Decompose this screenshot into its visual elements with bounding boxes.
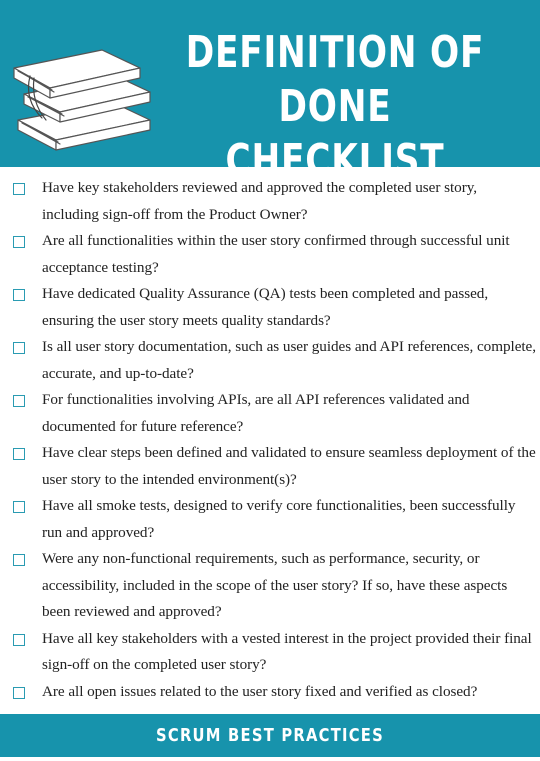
checkbox[interactable]	[13, 183, 25, 195]
checkbox[interactable]	[13, 687, 25, 699]
checkbox[interactable]	[13, 634, 25, 646]
checklist-item-text: Have all key stakeholders with a vested interest in the project provided their final sign-off on the completed user story?	[42, 629, 532, 673]
checklist-item[interactable]	[0, 493, 540, 546]
header-banner	[0, 0, 540, 186]
title-line-1: DEFINITION OF DONE	[185, 27, 485, 132]
checkbox[interactable]	[13, 395, 25, 407]
checkbox[interactable]	[13, 289, 25, 301]
checkbox[interactable]	[13, 501, 25, 513]
checklist-item-text: Have clear steps been defined and validated to ensure seamless deployment of the user story to the intended environment(s)?	[42, 444, 536, 488]
checklist-item[interactable]	[0, 228, 540, 281]
checklist-item-text: Have key stakeholders reviewed and approved the completed user story, including sign-off from the Product Owner?	[42, 179, 478, 223]
checklist-item[interactable]	[0, 334, 540, 387]
checklist-item-text: Have dedicated Quality Assurance (QA) tests been completed and passed, ensuring the user story meets quality standards?	[42, 285, 489, 329]
checklist-item-text: For functionalities involving APIs, are all API references validated and documented for future reference?	[42, 391, 470, 435]
checklist-item[interactable]	[0, 679, 540, 706]
checklist-item[interactable]	[0, 440, 540, 493]
checklist-item-text: Are all open issues related to the user story fixed and verified as closed?	[42, 682, 478, 700]
footer-label: SCRUM BEST PRACTICES	[156, 725, 384, 746]
stacked-books-icon	[4, 34, 154, 152]
checklist-item[interactable]	[0, 546, 540, 626]
checklist-item[interactable]	[0, 281, 540, 334]
page-title	[179, 26, 491, 188]
checklist-item-text: Were any non-functional requirements, such as performance, security, or accessibility, included in the scope of the user story? If so, have these aspects been reviewed and approved?	[42, 550, 508, 620]
checklist-item[interactable]	[0, 175, 540, 228]
checklist-item[interactable]	[0, 387, 540, 440]
title-line-2: CHECKLIST	[225, 135, 445, 186]
footer-banner	[0, 714, 540, 757]
checklist-item-text: Are all functionalities within the user story confirmed through successful unit acceptance testing?	[42, 232, 510, 276]
checkbox[interactable]	[13, 448, 25, 460]
checklist	[0, 175, 540, 705]
checklist-item-text: Have all smoke tests, designed to verify core functionalities, been successfully run and approved?	[42, 497, 516, 541]
checkbox[interactable]	[13, 236, 25, 248]
checklist-item-text: Is all user story documentation, such as user guides and API references, complete, accurate, and up-to-date?	[42, 338, 536, 382]
checklist-item[interactable]	[0, 626, 540, 679]
checkbox[interactable]	[13, 342, 25, 354]
checkbox[interactable]	[13, 554, 25, 566]
